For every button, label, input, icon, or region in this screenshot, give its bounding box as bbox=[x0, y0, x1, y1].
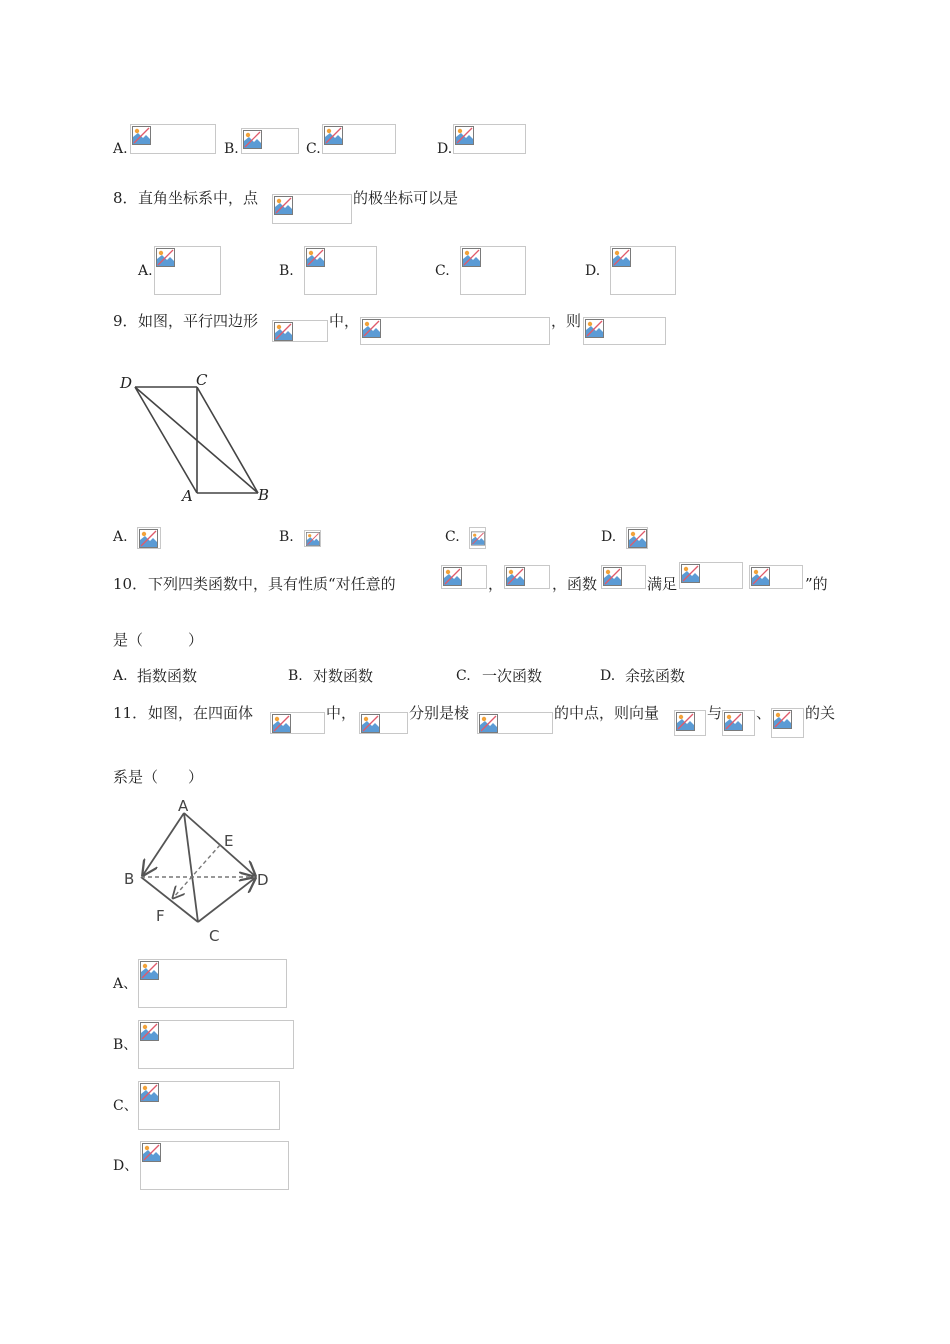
broken-image-icon bbox=[479, 714, 498, 733]
q11-option-c-image bbox=[138, 1081, 280, 1130]
broken-image-icon bbox=[471, 529, 485, 548]
q11-label-c: C bbox=[209, 927, 220, 945]
broken-image-icon bbox=[272, 714, 291, 733]
q9-option-d-image bbox=[626, 527, 648, 549]
q8-option-c-image bbox=[460, 246, 526, 295]
broken-image-icon bbox=[132, 126, 151, 145]
broken-image-icon bbox=[243, 130, 262, 149]
q9-condition-image bbox=[360, 317, 550, 345]
broken-image-icon bbox=[274, 322, 293, 341]
q11-vector-cd-image bbox=[771, 708, 804, 738]
q10-option-b-text: 对数函数 bbox=[313, 667, 374, 685]
q10-option-c-text: 一次函数 bbox=[482, 667, 543, 685]
q11-text-f: 、 bbox=[756, 704, 772, 722]
q10-text-a: 下列四类函数中，具有性质“对任意的 bbox=[148, 575, 396, 593]
q8-option-a-image bbox=[154, 246, 221, 295]
q8-text-after: 的极坐标可以是 bbox=[353, 189, 459, 207]
q9-option-c-label: C. bbox=[445, 529, 460, 545]
q9-text-a: 如图，平行四边形 bbox=[138, 312, 259, 330]
q9-label-b: B bbox=[258, 486, 270, 504]
q10-option-d-text: 余弦函数 bbox=[625, 667, 686, 685]
q8-option-a-label: A. bbox=[138, 263, 153, 279]
broken-image-icon bbox=[773, 710, 792, 729]
broken-image-icon bbox=[306, 248, 325, 267]
q10-x1-image bbox=[441, 565, 487, 589]
q10-lhs-image bbox=[679, 562, 743, 589]
q10-text-b: ， bbox=[488, 575, 504, 593]
q11-option-b-image bbox=[138, 1020, 294, 1069]
q10-option-a-label: A. bbox=[113, 668, 128, 684]
q11-label-a: A bbox=[178, 797, 189, 815]
q11-option-d-label: D、 bbox=[113, 1158, 139, 1174]
q10-function-image bbox=[601, 565, 646, 589]
q11-label-f: F bbox=[156, 907, 165, 925]
q11-option-a-image bbox=[138, 959, 287, 1008]
broken-image-icon bbox=[603, 567, 622, 586]
q11-vector-ab-image bbox=[722, 710, 755, 736]
broken-image-icon bbox=[455, 126, 474, 145]
q11-number: 11． bbox=[113, 704, 148, 722]
q11-tetrahedron-image bbox=[270, 712, 325, 734]
q10-line2: 是（ ） bbox=[113, 631, 204, 649]
broken-image-icon bbox=[443, 567, 462, 586]
q9-option-a-image bbox=[137, 527, 161, 549]
q9-text-b: 中， bbox=[329, 312, 360, 330]
q11-option-c-label: C、 bbox=[113, 1098, 138, 1114]
broken-image-icon bbox=[140, 1083, 159, 1102]
q11-edges-image bbox=[477, 712, 553, 734]
broken-image-icon bbox=[324, 126, 343, 145]
q10-text-c: ，函数 bbox=[552, 575, 598, 593]
q7-option-c-image bbox=[322, 124, 396, 154]
q11-vector-ef-image bbox=[674, 710, 706, 736]
q11-label-e: E bbox=[224, 832, 234, 850]
broken-image-icon bbox=[628, 529, 647, 548]
q9-label-d: D bbox=[120, 374, 133, 392]
broken-image-icon bbox=[612, 248, 631, 267]
q7-option-a-label: A. bbox=[113, 141, 128, 157]
q11-option-a-label: A、 bbox=[113, 976, 138, 992]
broken-image-icon bbox=[462, 248, 481, 267]
q9-option-d-label: D. bbox=[601, 529, 617, 545]
q11-text-d: 的中点，则向量 bbox=[554, 704, 660, 722]
q7-option-b-label: B. bbox=[224, 141, 239, 157]
q10-x2-image bbox=[504, 565, 550, 589]
q10-option-c-label: C. bbox=[456, 668, 471, 684]
broken-image-icon bbox=[306, 532, 320, 546]
q11-text-b: 中， bbox=[326, 704, 357, 722]
broken-image-icon bbox=[140, 961, 159, 980]
broken-image-icon bbox=[506, 567, 525, 586]
q9-option-a-label: A. bbox=[113, 529, 128, 545]
broken-image-icon bbox=[681, 564, 700, 583]
q8-option-b-image bbox=[304, 246, 377, 295]
q11-option-b-label: B、 bbox=[113, 1037, 138, 1053]
q8-point-image bbox=[272, 194, 352, 224]
q11-label-d: D bbox=[257, 871, 269, 889]
q11-text-a: 如图，在四面体 bbox=[148, 704, 254, 722]
q10-text-d: 满足 bbox=[647, 575, 678, 593]
q9-result-image bbox=[583, 317, 666, 345]
broken-image-icon bbox=[362, 319, 381, 338]
q8-option-b-label: B. bbox=[279, 263, 294, 279]
q10-option-d-label: D. bbox=[600, 668, 616, 684]
q10-rhs-image bbox=[749, 565, 803, 589]
q11-line2: 系是（ ） bbox=[113, 768, 204, 786]
q10-number: 10． bbox=[113, 575, 148, 593]
q9-label-c: C bbox=[196, 371, 208, 389]
q10-text-e: ”的 bbox=[805, 575, 828, 593]
q9-text-c: ，则 bbox=[551, 312, 582, 330]
q11-ef-image bbox=[359, 712, 408, 734]
broken-image-icon bbox=[274, 196, 293, 215]
broken-image-icon bbox=[139, 529, 158, 548]
q11-option-d-image bbox=[140, 1141, 289, 1190]
q8-option-d-image bbox=[610, 246, 676, 295]
q8-option-c-label: C. bbox=[435, 263, 450, 279]
q11-text-e: 与 bbox=[707, 704, 723, 722]
q7-option-d-label: D. bbox=[437, 141, 453, 157]
broken-image-icon bbox=[156, 248, 175, 267]
q11-text-g: 的关 bbox=[805, 704, 836, 722]
q8-option-d-label: D. bbox=[585, 263, 601, 279]
q8-number: 8． bbox=[113, 189, 138, 207]
q9-parallelogram-image bbox=[272, 320, 328, 342]
q11-text-c: 分别是棱 bbox=[409, 704, 470, 722]
q7-option-d-image bbox=[453, 124, 526, 154]
broken-image-icon bbox=[676, 712, 695, 731]
q7-option-c-label: C. bbox=[306, 141, 321, 157]
q9-parallelogram-figure bbox=[115, 370, 280, 510]
q9-option-b-image bbox=[304, 530, 321, 547]
broken-image-icon bbox=[140, 1022, 159, 1041]
q7-option-a-image bbox=[130, 124, 216, 154]
q9-number: 9． bbox=[113, 312, 138, 330]
broken-image-icon bbox=[751, 567, 770, 586]
q11-label-b: B bbox=[124, 870, 135, 888]
broken-image-icon bbox=[361, 714, 380, 733]
q7-option-b-image bbox=[241, 128, 299, 154]
broken-image-icon bbox=[724, 712, 743, 731]
broken-image-icon bbox=[585, 319, 604, 338]
q8-text-before: 直角坐标系中，点 bbox=[138, 189, 259, 207]
q10-option-b-label: B. bbox=[288, 668, 303, 684]
q9-option-c-image bbox=[469, 527, 486, 549]
q10-option-a-text: 指数函数 bbox=[137, 667, 198, 685]
q9-option-b-label: B. bbox=[279, 529, 294, 545]
q11-tetrahedron-figure bbox=[118, 795, 278, 945]
q9-label-a: A bbox=[182, 487, 193, 505]
broken-image-icon bbox=[142, 1143, 161, 1162]
